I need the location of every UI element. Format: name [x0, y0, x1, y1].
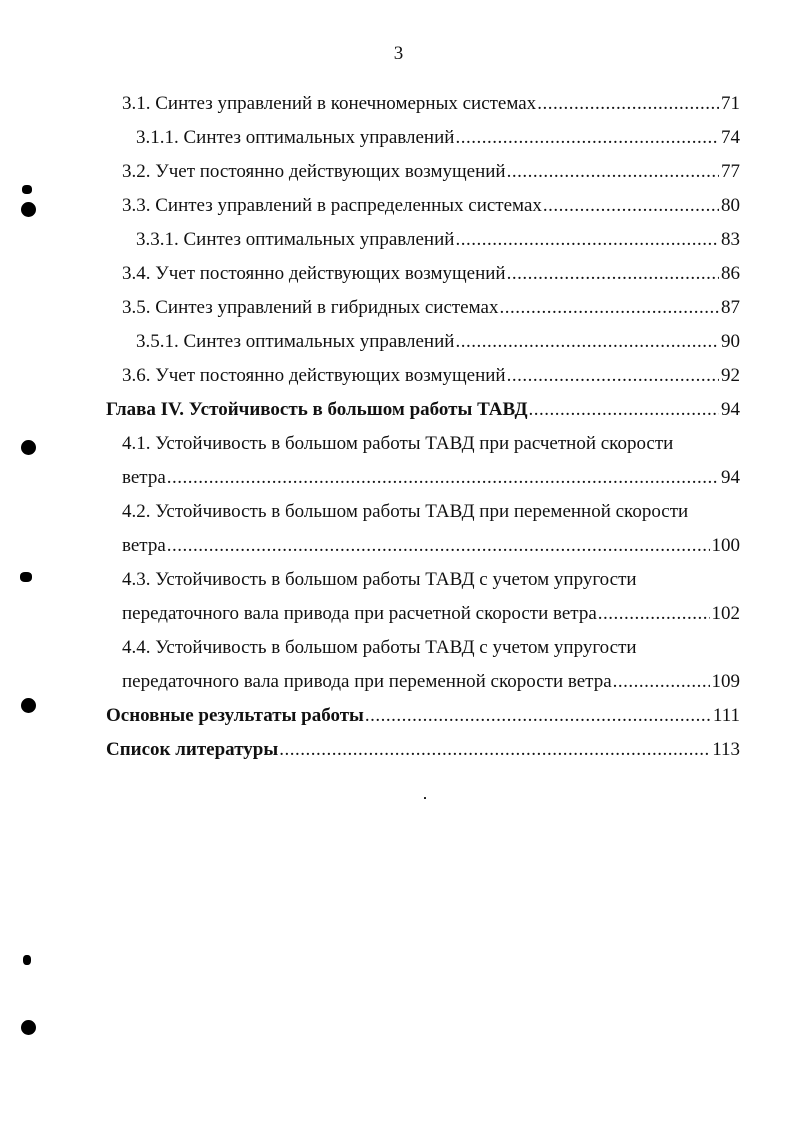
toc-entry[interactable] — [122, 296, 740, 320]
toc-entry-page: 74 — [721, 127, 740, 148]
toc-entry-page: 80 — [721, 195, 740, 216]
punch-hole — [21, 440, 36, 455]
scan-mark — [424, 797, 426, 799]
toc-entry-page: 94 — [721, 467, 740, 488]
leader-dots — [279, 738, 710, 762]
punch-hole — [21, 698, 36, 713]
toc-entry-page: 113 — [712, 739, 740, 760]
leader-dots — [537, 92, 719, 116]
toc-entry-title: 3.2. Учет постоянно действующих возмущений — [122, 161, 506, 182]
toc-entry-page: 111 — [712, 705, 740, 726]
toc-entry-page: 86 — [721, 263, 740, 284]
toc-entry[interactable] — [122, 262, 740, 286]
toc-entry-title: передаточного вала привода при расчетной скорости ветра — [122, 603, 597, 624]
toc-entry-title: ветра — [122, 535, 166, 556]
toc-entry-page: 100 — [711, 535, 740, 556]
scan-mark — [23, 955, 31, 965]
toc-entry[interactable] — [136, 126, 740, 150]
toc-entry-title: 3.1. Синтез управлений в конечномерных системах — [122, 93, 537, 114]
toc-entry-first-line: 4.1. Устойчивость в большом работы ТАВД при расчетной скорости — [122, 433, 674, 454]
toc-entry-title: 3.3.1. Синтез оптимальных управлений — [136, 229, 455, 250]
toc-entry-title: Список литературы — [106, 739, 279, 760]
toc-entry[interactable] — [122, 92, 740, 116]
toc-entry-title: передаточного вала привода при переменной скорости ветра — [122, 671, 612, 692]
toc-entry[interactable] — [136, 330, 740, 354]
leader-dots — [543, 194, 719, 218]
toc-entry-title: 3.4. Учет постоянно действующих возмущений — [122, 263, 506, 284]
toc-entry-page: 90 — [721, 331, 740, 352]
scan-mark — [20, 572, 32, 582]
toc-entry-page: 87 — [721, 297, 740, 318]
toc-entry-title: 3.3. Синтез управлений в распределенных системах — [122, 195, 542, 216]
leader-dots — [365, 704, 711, 728]
leader-dots — [455, 228, 719, 252]
toc-entry[interactable] — [122, 364, 740, 388]
leader-dots — [455, 330, 719, 354]
punch-hole — [21, 202, 36, 217]
toc-entry-title: ветра — [122, 467, 166, 488]
punch-hole — [21, 1020, 36, 1035]
toc-entry-title: 3.6. Учет постоянно действующих возмущений — [122, 365, 506, 386]
toc-entry-page: 92 — [721, 365, 740, 386]
scan-mark — [22, 185, 32, 194]
toc-entry-first-line: 4.3. Устойчивость в большом работы ТАВД с учетом упругости — [122, 569, 637, 590]
leader-dots — [529, 398, 719, 422]
toc-entry[interactable] — [122, 160, 740, 184]
toc-entry-first-line: 4.2. Устойчивость в большом работы ТАВД при переменной скорости — [122, 501, 689, 522]
toc-entry[interactable] — [136, 228, 740, 252]
leader-dots — [613, 670, 710, 694]
leader-dots — [598, 602, 710, 626]
toc-entry-title: 3.1.1. Синтез оптимальных управлений — [136, 127, 455, 148]
toc-entry[interactable] — [122, 534, 740, 558]
leader-dots — [507, 262, 719, 286]
toc-entry-first-line: 4.4. Устойчивость в большом работы ТАВД с учетом упругости — [122, 637, 637, 658]
toc-chapter-entry[interactable] — [106, 398, 740, 422]
leader-dots — [499, 296, 719, 320]
page-number: 3 — [393, 43, 404, 64]
toc-entry-page: 94 — [721, 399, 740, 420]
toc-section-entry[interactable] — [106, 738, 740, 762]
toc-entry-page: 77 — [721, 161, 740, 182]
leader-dots — [455, 126, 719, 150]
toc-entry[interactable] — [122, 602, 740, 626]
toc-entry-page: 71 — [721, 93, 740, 114]
toc-entry[interactable] — [122, 670, 740, 694]
toc-entry-title: 3.5. Синтез управлений в гибридных системах — [122, 297, 499, 318]
toc-entry-title: 3.5.1. Синтез оптимальных управлений — [136, 331, 455, 352]
toc-entry-page: 109 — [711, 671, 740, 692]
leader-dots — [167, 534, 710, 558]
toc-section-entry[interactable] — [106, 704, 740, 728]
leader-dots — [167, 466, 719, 490]
leader-dots — [507, 160, 719, 184]
toc-entry-title: Глава IV. Устойчивость в большом работы ТАВД — [106, 399, 528, 420]
toc-entry-page: 102 — [711, 603, 740, 624]
toc-entry-page: 83 — [721, 229, 740, 250]
toc-entry[interactable] — [122, 466, 740, 490]
leader-dots — [507, 364, 719, 388]
toc-entry-title: Основные результаты работы — [106, 705, 364, 726]
toc-entry[interactable] — [122, 194, 740, 218]
